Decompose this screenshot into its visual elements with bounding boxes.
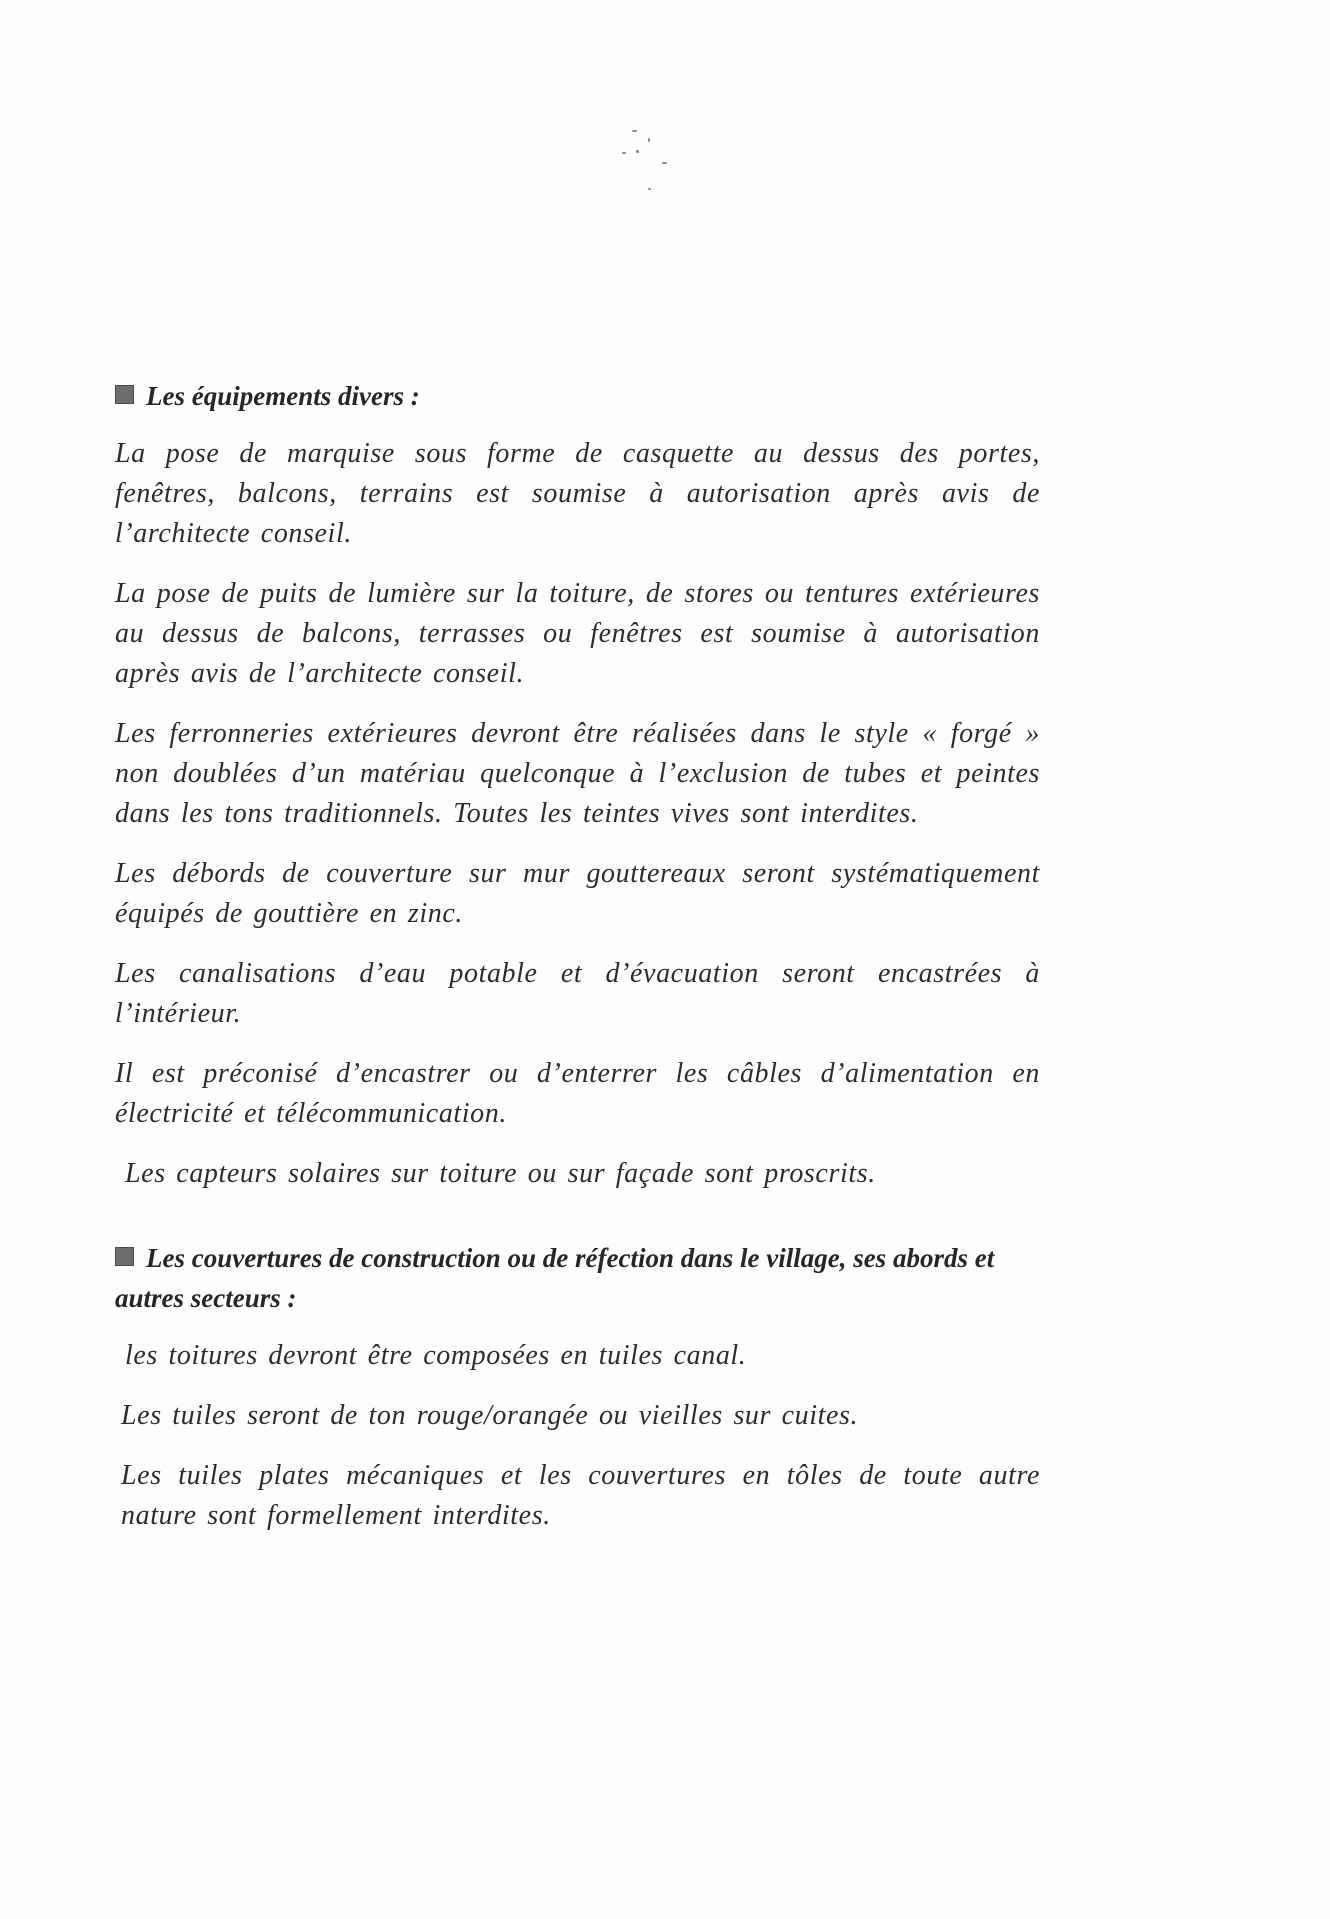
paragraph-debords: Les débords de couverture sur mur gouttereaux seront systématiquement équipés de gouttière en zinc.	[115, 858, 1040, 929]
section-equipements-divers	[115, 376, 1040, 1214]
paragraph-tuiles-ton: Les tuiles seront de ton rouge/orangée ou vieilles sur cuites.	[121, 1400, 859, 1431]
paragraph-capteurs-solaires: Les capteurs solaires sur toiture ou sur façade sont proscrits.	[125, 1158, 876, 1189]
paragraph-puits-de-lumiere: La pose de puits de lumière sur la toiture, de stores ou tentures extérieures au dessus de balcons, terrasses ou fenêtres est soumise à autorisation après avis de l’architecte conseil.	[115, 578, 1040, 689]
section-heading	[115, 1238, 1040, 1318]
square-bullet-icon	[115, 1247, 134, 1266]
paragraph-ferronneries: Les ferronneries extérieures devront être réalisées dans le style « forgé » non doublées d’un matériau quelconque à l’exclusion de tubes et peintes dans les tons traditionnels. Toutes les teintes vives sont interdites.	[115, 718, 1040, 829]
paragraph-tuiles-plates: Les tuiles plates mécaniques et les couvertures en tôles de toute autre nature sont formellement interdites.	[121, 1460, 1040, 1531]
paragraph-marquise: La pose de marquise sous forme de casquette au dessus des portes, fenêtres, balcons, terrains est soumise à autorisation après avis de l’architecte conseil.	[115, 438, 1040, 549]
section-heading	[115, 376, 1040, 416]
heading-text: Les équipements divers :	[146, 381, 420, 411]
paragraph-toitures: les toitures devront être composées en tuiles canal.	[125, 1340, 747, 1371]
paragraph-cables: Il est préconisé d’encastrer ou d’enterrer les câbles d’alimentation en électricité et télécommunication.	[115, 1058, 1040, 1129]
heading-text: Les couvertures de construction ou de réfection dans le village, ses abords et autres secteurs :	[115, 1243, 995, 1313]
paragraph-canalisations: Les canalisations d’eau potable et d’évacuation seront encastrées à l’intérieur.	[115, 958, 1040, 1029]
square-bullet-icon	[115, 385, 134, 404]
scan-specks	[618, 128, 678, 198]
section-couvertures	[115, 1238, 1040, 1556]
